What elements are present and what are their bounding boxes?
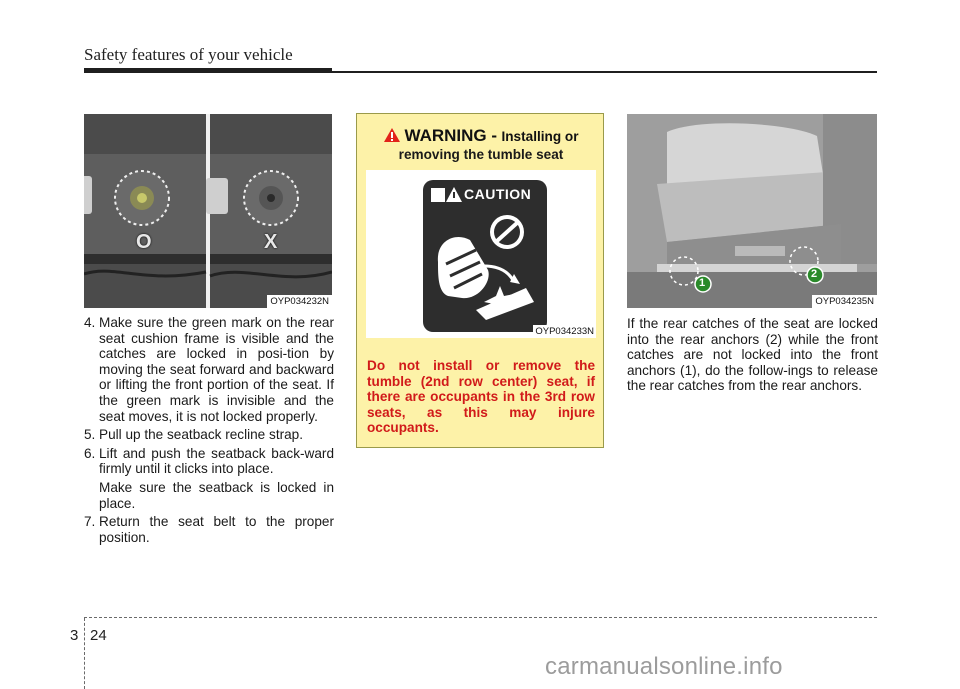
callout-1: 1	[699, 277, 706, 289]
warning-subtitle: removing the tumble seat	[398, 147, 564, 162]
step-text: Lift and push the seatback back-ward firmly until it clicks into place.	[99, 445, 334, 477]
seat-anchors-illustration	[627, 114, 877, 308]
seat-mark-illustration	[84, 114, 332, 308]
step-text: Return the seat belt to the proper position.	[99, 514, 334, 545]
caution-label: CAUTION	[464, 186, 532, 202]
list-item	[84, 315, 334, 424]
callout-2: 2	[811, 268, 818, 280]
bad-mark-label: X	[264, 231, 278, 253]
step-text: Make sure the green mark on the rear seat cushion frame is visible and the catches are locked in posi-tion by moving the seat forward and backward or lifting the front portion of the seat. If the green mark is invisible and the seat moves, it is not locked properly.	[99, 315, 334, 424]
warning-box	[356, 113, 604, 448]
chapter-number: 3	[70, 627, 79, 644]
step-number: 5.	[84, 427, 96, 443]
instruction-list	[84, 315, 334, 548]
list-item	[84, 446, 334, 477]
step-text: Pull up the seatback recline strap.	[99, 427, 304, 443]
list-item	[84, 427, 334, 443]
list-item	[84, 514, 334, 545]
step-number: 6.	[84, 445, 96, 461]
warning-label: WARNING -	[404, 126, 498, 145]
warning-text: Do not install or remove the tumble (2nd row center) seat, if there are occupants in the 3rd row seats, as this may injure occupants.	[367, 358, 595, 436]
warning-title: Installing or	[501, 129, 579, 144]
seat-mark-photo	[84, 114, 332, 308]
caution-label-image	[366, 170, 596, 338]
page-number: 24	[90, 627, 107, 644]
warning-triangle-icon	[383, 127, 401, 143]
seat-anchors-photo	[627, 114, 877, 308]
step-note: Make sure the seatback is locked in place.	[99, 479, 334, 511]
release-instruction: If the rear catches of the seat are locked into the rear anchors (2) while the front catches are not locked into the front anchors (1), do the follow-ings to release the rear catches from the rear anchors.	[627, 316, 878, 394]
watermark: carmanualsonline.info	[545, 653, 783, 680]
header-rule	[84, 71, 877, 73]
page-header-title: Safety features of your vehicle	[84, 45, 293, 64]
ok-mark-label: O	[136, 231, 152, 253]
footer-divider	[84, 618, 85, 689]
image-code: OYP034232N	[267, 295, 332, 308]
step-number: 7.	[84, 514, 96, 530]
image-code: OYP034233N	[535, 326, 594, 337]
warning-heading	[357, 126, 605, 162]
footer-rule	[84, 617, 877, 618]
step-number: 4.	[84, 315, 96, 330]
image-code: OYP034235N	[812, 295, 877, 308]
